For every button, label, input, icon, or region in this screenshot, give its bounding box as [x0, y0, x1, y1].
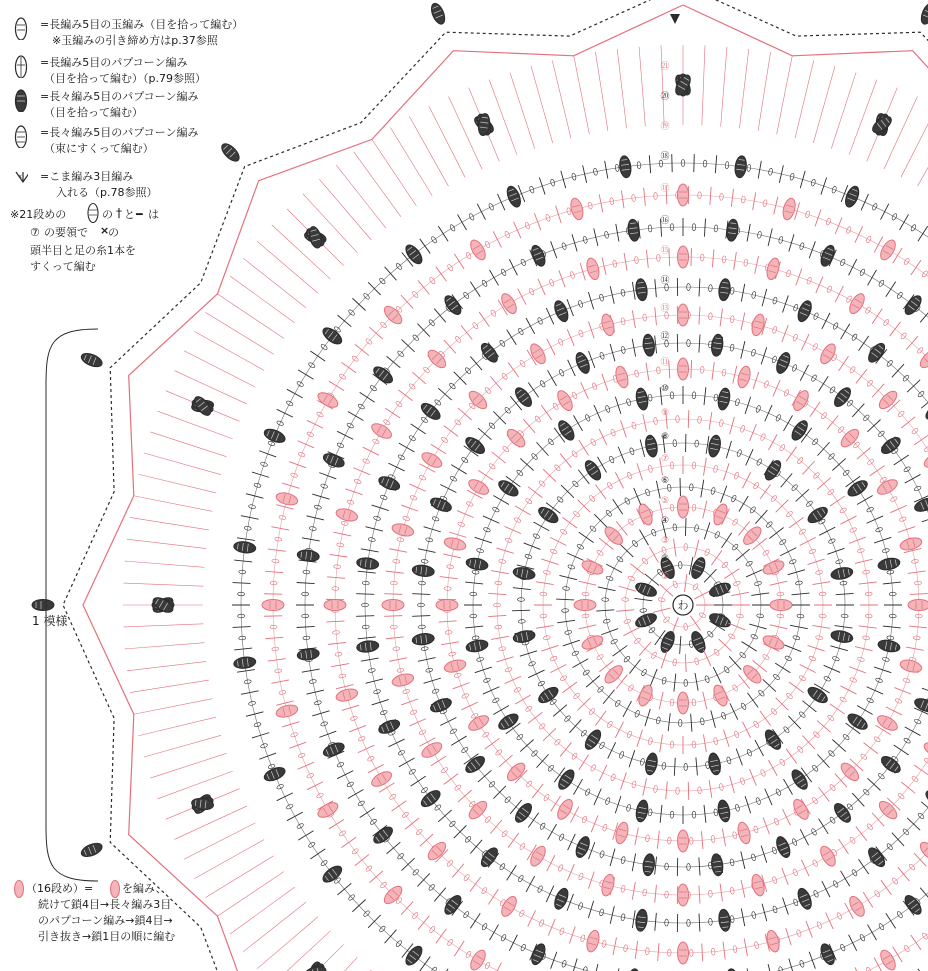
- tr-stitch-icon: †: [116, 206, 122, 220]
- legend-item-1-line1: =長編み5目の玉編み（目を拾って編む）: [40, 18, 244, 31]
- row-number-17: ⑰: [660, 184, 670, 194]
- legend-item-1-line2: ※玉編みの引き締め方はp.37参照: [52, 34, 218, 47]
- legend-note-line2b: の: [108, 226, 119, 239]
- chain-bar-icon: ━: [136, 208, 143, 221]
- popcorn-dc5-icon: [14, 54, 28, 78]
- rounds-layer: [232, 154, 928, 971]
- legend-note-line2: の要領で: [44, 226, 88, 239]
- row-number-11: ⑪: [660, 358, 670, 368]
- bottom-note-line3: のパプコーン編み→鎖4目→: [38, 914, 173, 927]
- bottom-note-line1: （16段め）=: [26, 882, 94, 895]
- row-number-16: ⑯: [660, 216, 670, 226]
- row-number-15: ⑮: [660, 246, 670, 256]
- row-number-20: ⑳: [660, 92, 670, 102]
- row-number-12: ⑫: [660, 332, 670, 342]
- row-number-10: ⑩: [660, 384, 670, 394]
- legend-note-line3: 頭半目と足の糸1本を: [30, 244, 136, 257]
- legend-item-2-line2: （目を拾って編む）（p.79参照）: [44, 72, 206, 85]
- row-number-18: ⑱: [660, 152, 670, 162]
- row-number-21: ㉑: [660, 62, 670, 72]
- center-label: わ: [677, 599, 689, 612]
- row-number-14: ⑭: [660, 276, 670, 286]
- bottom-note-line4: 引き抜き→鎖1目の順に編む: [38, 930, 176, 943]
- row-number-6: ⑥: [660, 476, 670, 486]
- start-marker-icon: [670, 14, 680, 24]
- row-number-3: ③: [660, 536, 670, 546]
- legend-note-line1d: は: [148, 208, 159, 221]
- bottom-note-line2: 続けて鎖4目→長々編み3目: [38, 898, 172, 911]
- legend-item-2-line1: =長編み5目のパプコーン編み: [40, 56, 188, 69]
- bottom-note-line1b: を編み、: [122, 882, 167, 895]
- pattern-repeat-label: 1 模様: [32, 614, 68, 628]
- legend-item-3-line2: （目を拾って編む）: [44, 106, 143, 119]
- sc-x-icon: ×: [100, 224, 110, 237]
- row-number-1: ①: [660, 572, 670, 582]
- bobble-dc5-icon: [14, 16, 28, 40]
- popcorn-small-icon: [86, 202, 100, 224]
- popcorn-tr5-bundle-icon: [14, 124, 28, 148]
- row-number-8: ⑧: [660, 432, 670, 442]
- row-number-2: ②: [660, 554, 670, 564]
- legend-item-4-line1: =長々編み5目のパプコーン編み: [40, 126, 199, 139]
- legend-item-3-line1: =長々編み5目のパプコーン編み: [40, 90, 199, 103]
- pattern-repeat-bracket: [40, 325, 100, 885]
- legend-note-line1: ※21段めの: [10, 208, 67, 221]
- legend-item-4-line2: （束にすくって編む）: [44, 142, 154, 155]
- legend-note-line1c: と: [124, 208, 135, 221]
- row-number-5: ⑤: [660, 496, 670, 506]
- svg-text:×: ×: [18, 174, 23, 180]
- popcorn-tr5-icon: [14, 88, 28, 112]
- legend-note-ref-row: ⑦: [30, 226, 40, 239]
- row-number-13: ⑬: [660, 304, 670, 314]
- sc3-increase-icon: [14, 170, 28, 194]
- row-number-4: ④: [660, 516, 670, 526]
- legend-note-line1b: の: [102, 208, 113, 221]
- legend-note-line4: すくって編む: [30, 260, 96, 273]
- row-number-9: ⑨: [660, 408, 670, 418]
- legend-item-5-line2: 入れる（p.78参照）: [56, 186, 158, 199]
- legend-item-5-line1: =こま編み3目編み: [40, 170, 134, 183]
- bobble-red-icon-2: [110, 880, 120, 898]
- row-number-19: ⑲: [660, 122, 670, 132]
- row-number-7: ⑦: [660, 454, 670, 464]
- bobble-red-icon: [14, 880, 24, 898]
